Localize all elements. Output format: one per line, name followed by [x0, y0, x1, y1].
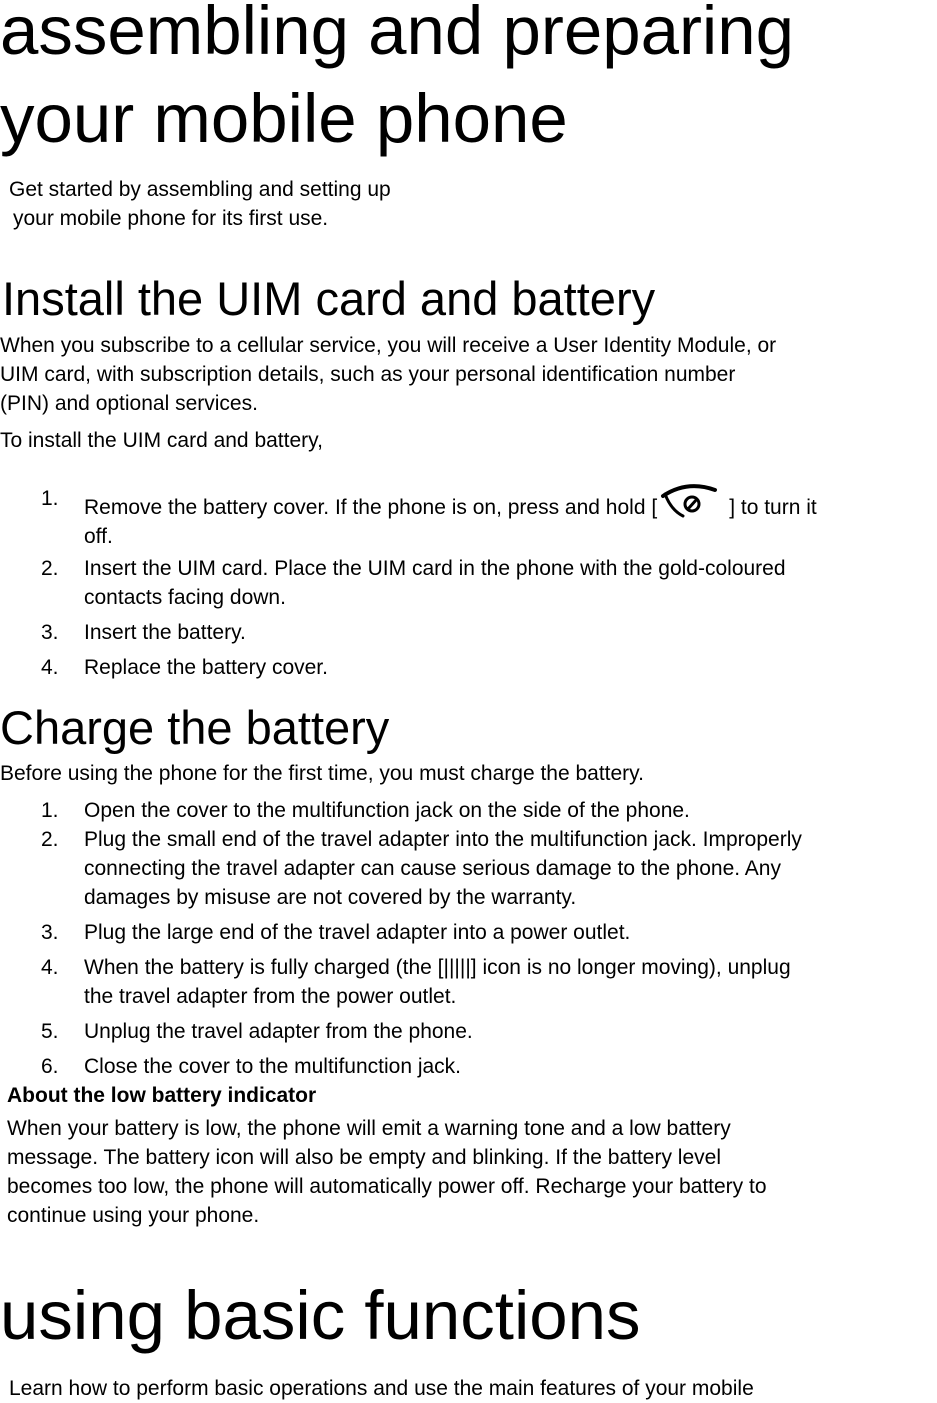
- charge-step-1: [0, 796, 937, 825]
- step-text: Replace the battery cover.: [84, 656, 328, 679]
- install-step-2: [0, 554, 937, 612]
- low-battery-heading: About the low battery indicator: [7, 1084, 317, 1107]
- charge-step-5: [0, 1017, 937, 1046]
- low-battery-paragraph: [0, 1114, 767, 1230]
- chapter-title: [0, 0, 794, 162]
- step-text: off.: [84, 525, 113, 548]
- install-paragraph-line-2: UIM card, with subscription details, such as your personal identification number: [0, 363, 736, 386]
- step-text: Insert the battery.: [84, 621, 246, 644]
- install-steps: [0, 484, 937, 682]
- chapter-intro-line-2: your mobile phone for its first use.: [13, 207, 329, 230]
- step-text: ] to turn it: [729, 496, 817, 519]
- step-text: Unplug the travel adapter from the phone.: [84, 1020, 473, 1043]
- step-number: 4.: [41, 956, 59, 979]
- install-step-1: [0, 484, 937, 551]
- step-number: 6.: [41, 1055, 59, 1078]
- charge-step-2: [0, 825, 937, 912]
- step-text: Open the cover to the multifunction jack on the side of the phone.: [84, 799, 690, 822]
- step-number: 3.: [41, 621, 59, 644]
- charge-step-6: [0, 1052, 937, 1081]
- step-text: Close the cover to the multifunction jack.: [84, 1055, 462, 1078]
- chapter-title-line-1: assembling and preparing: [0, 0, 795, 69]
- step-text: Insert the UIM card. Place the UIM card in the phone with the gold-coloured: [84, 557, 786, 580]
- charge-lead: Before using the phone for the first time, you must charge the battery.: [0, 762, 644, 785]
- step-text: Plug the small end of the travel adapter into the multifunction jack. Improperly: [84, 828, 802, 851]
- chapter-title-line-2: your mobile phone: [0, 80, 568, 157]
- step-number: 1.: [41, 799, 59, 822]
- step-text: damages by misuse are not covered by the warranty.: [84, 886, 577, 909]
- power-end-key-icon: [657, 484, 723, 520]
- install-paragraph-line-3: (PIN) and optional services.: [0, 392, 258, 415]
- charge-step-4: [0, 953, 937, 1011]
- step-text: Remove the battery cover. If the phone is on, press and hold [: [84, 496, 658, 519]
- step-number: 3.: [41, 921, 59, 944]
- step-number: 4.: [41, 656, 59, 679]
- charge-step-3: [0, 918, 937, 947]
- step-number: 2.: [41, 828, 59, 851]
- low-battery-line-3: becomes too low, the phone will automatically power off. Recharge your battery to: [7, 1175, 767, 1198]
- install-paragraph-line-1: When you subscribe to a cellular service, you will receive a User Identity Module, or: [0, 334, 777, 357]
- charge-heading: Charge the battery: [0, 701, 390, 754]
- chapter-2-title: using basic functions: [0, 1277, 641, 1354]
- step-number: 1.: [41, 487, 59, 510]
- chapter-2-intro: Learn how to perform basic operations and use the main features of your mobile: [9, 1377, 754, 1400]
- step-text: connecting the travel adapter can cause serious damage to the phone. Any: [84, 857, 781, 880]
- install-paragraph: [0, 331, 776, 418]
- low-battery-line-1: When your battery is low, the phone will emit a warning tone and a low battery: [7, 1117, 731, 1140]
- low-battery-line-2: message. The battery icon will also be empty and blinking. If the battery level: [7, 1146, 721, 1169]
- step-text: the travel adapter from the power outlet.: [84, 985, 457, 1008]
- charge-steps: [0, 796, 937, 1081]
- install-step-3: [0, 618, 937, 647]
- step-text: Plug the large end of the travel adapter into a power outlet.: [84, 921, 631, 944]
- step-text: When the battery is fully charged (the [|||||] icon is no longer moving), unplug: [84, 956, 791, 979]
- install-lead: To install the UIM card and battery,: [0, 429, 323, 452]
- low-battery-line-4: continue using your phone.: [7, 1204, 260, 1227]
- install-heading: Install the UIM card and battery: [2, 272, 656, 325]
- step-number: 5.: [41, 1020, 59, 1043]
- chapter-intro-line-1: Get started by assembling and setting up: [9, 178, 391, 201]
- step-text: contacts facing down.: [84, 586, 286, 609]
- install-step-4: [0, 653, 937, 682]
- chapter-intro: [0, 175, 391, 233]
- step-number: 2.: [41, 557, 59, 580]
